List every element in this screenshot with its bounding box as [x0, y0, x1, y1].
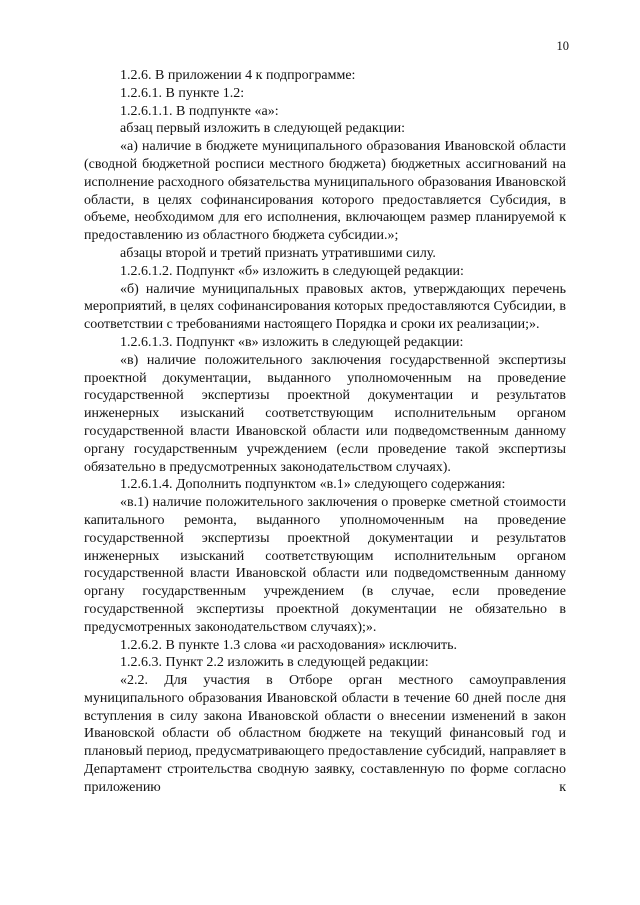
paragraph-1-2-6: 1.2.6. В приложении 4 к подпрограмме: — [120, 68, 356, 83]
paragraph-1-2-6-1-3: 1.2.6.1.3. Подпункт «в» изложить в следующей редакции: — [120, 334, 464, 350]
paragraph-abzats-invalid: абзацы второй и третий признать утратившими силу. — [120, 245, 436, 261]
paragraph-1-2-6-1-2: 1.2.6.1.2. Подпункт «б» изложить в следующей редакции: — [120, 263, 464, 279]
paragraph-1-2-6-3: 1.2.6.3. Пункт 2.2 изложить в следующей редакции: — [120, 655, 429, 671]
paragraph-item-2-2: «2.2. Для участия в Отборе орган местного самоуправления муниципального образования Ивановской области в течение 60 дней после дня вступления в силу закона Ивановской области о внесении изменений в закон Ивановской области об областном бюджете на текущий финансовый год и плановый период, предусматривающего предоставление субсидий, направляет в Департамент строительства сводную заявку, составленную по форме согласно приложению к — [84, 673, 566, 795]
page-number: 10 — [556, 39, 569, 53]
paragraph-subitem-b: «б) наличие муниципальных правовых актов, утверждающих перечень мероприятий, в целях софинансирования которых предоставляются Субсидии, в соответствии с требованиями настоящего Порядка и сроки их реализации;». — [84, 281, 566, 333]
paragraph-1-2-6-1: 1.2.6.1. В пункте 1.2: — [120, 85, 245, 101]
paragraph-subitem-v: «в) наличие положительного заключения государственной экспертизы проектной документации, выданного уполномоченным на проведение государственной экспертизы проектной документации и результатов инженерных изысканий соответствующим исполнительным органом государственной власти Ивановской области или подведомственным данному органу государственным учреждением (если проведение такой экспертизы обязательно в предусмотренных законодательством случаях). — [84, 352, 566, 475]
paragraph-first-abzats: абзац первый изложить в следующей редакции: — [120, 121, 406, 137]
paragraph-subitem-a: «а) наличие в бюджете муниципального образования Ивановской области (сводной бюджетной росписи местного бюджета) бюджетных ассигнований на исполнение расходного обязательства муниципального образования Ивановской области, в целях софинансирования которого предоставляется Субсидия, в объеме, необходимом для его исполнения, включающем размер планируемой к предоставлению из областного бюджета субсидии.»; — [84, 139, 566, 244]
paragraph-1-2-6-1-1: 1.2.6.1.1. В подпункте «а»: — [120, 103, 279, 119]
paragraph-subitem-v1: «в.1) наличие положительного заключения о проверке сметной стоимости капитального ремонта, выданного уполномоченным на проведение государственной экспертизы проектной документации и результатов инженерных изысканий соответствующим исполнительным органом государственной власти Ивановской области или подведомственным данному органу государственным учреждением (в случае, если проведение государственной экспертизы проектной документации не обязательно в предусмотренных законодательством случаях);». — [84, 495, 566, 635]
paragraph-1-2-6-2: 1.2.6.2. В пункте 1.3 слова «и расходования» исключить. — [120, 637, 458, 653]
document-body — [84, 67, 566, 797]
paragraph-1-2-6-1-4: 1.2.6.1.4. Дополнить подпунктом «в.1» следующего содержания: — [120, 477, 506, 493]
